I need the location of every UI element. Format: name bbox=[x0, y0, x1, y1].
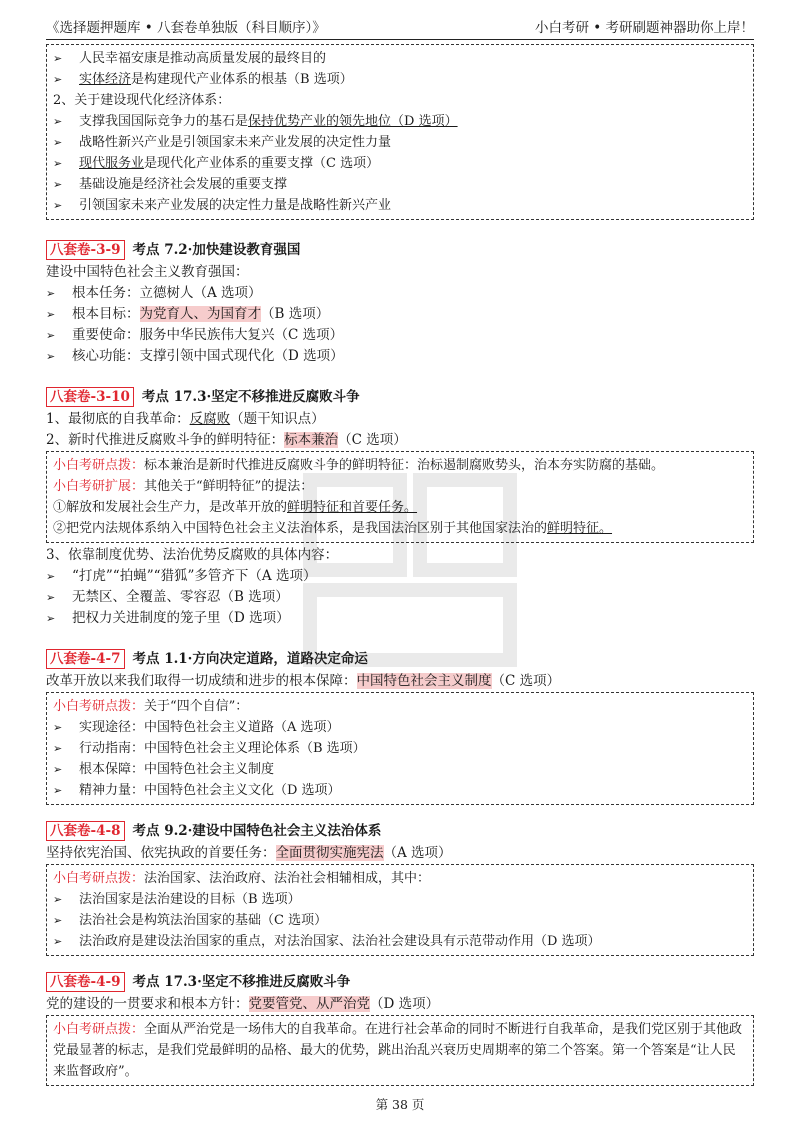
highlight-answer: 标本兼治 bbox=[284, 432, 339, 448]
highlight-answer: 党要管党、从严治党 bbox=[248, 996, 370, 1012]
bullet-icon: ➢ bbox=[53, 178, 63, 191]
list-item: ➢ 行动指南：中国特色社会主义理论体系（B 选项） bbox=[53, 738, 747, 759]
tip-box: 小白考研点拨：关于“四个自信”： ➢ 实现途径：中国特色社会主义道路（A 选项） ➢ 行动指南：中国特色社会主义理论体系（B 选项） ➢ 根本保障：中国特色社会主义制度 ➢ 精神力量：中国特色社会主义文化（D 选项） bbox=[46, 692, 754, 805]
bullet-icon: ➢ bbox=[46, 570, 56, 583]
main-content bbox=[46, 44, 754, 1100]
section-title: 考点 17.3·坚定不移推进反腐败斗争 bbox=[132, 974, 351, 990]
bullet-icon: ➢ bbox=[53, 199, 63, 212]
list-item: ➢ 引领国家未来产业发展的决定性力量是战略性新兴产业 bbox=[53, 195, 747, 216]
list-item: ➢ “打虎”“拍蝇”“猎狐”多管齐下（A 选项） bbox=[46, 566, 754, 587]
section-intro: 改革开放以来我们取得一切成绩和进步的根本保障：中国特色社会主义制度（C 选项） bbox=[46, 673, 561, 689]
bullet-icon: ➢ bbox=[53, 914, 63, 927]
list-item: ➢ 法治社会是构筑法治国家的基础（C 选项） bbox=[53, 910, 747, 931]
tip-box: 小白考研点拨：全面从严治党是一场伟大的自我革命。在进行社会革命的同时不断进行自我革命，是我们党区别于其他政党最显著的标志，是我们党最鲜明的品格、最大的优势，跳出治乱兴衰历史周期率的第二个答案。第一个答案是“让人民来监督政府”。 bbox=[46, 1015, 754, 1086]
bullet-icon: ➢ bbox=[53, 784, 63, 797]
bullet-icon: ➢ bbox=[53, 893, 63, 906]
highlight-answer: 中国特色社会主义制度 bbox=[356, 673, 492, 689]
list-item: ➢ 根本任务：立德树人（A 选项） bbox=[46, 283, 754, 304]
bullet-icon: ➢ bbox=[46, 350, 56, 363]
section-heading bbox=[46, 819, 754, 843]
section-heading bbox=[46, 970, 754, 994]
page-header bbox=[46, 14, 754, 40]
question-tag: 八套卷-4-7 bbox=[46, 649, 125, 669]
list-item: ➢ 实体经济是构建现代产业体系的根基（B 选项） bbox=[53, 69, 747, 90]
bullet-icon: ➢ bbox=[53, 763, 63, 776]
bullet-icon: ➢ bbox=[53, 721, 63, 734]
tip-box: 小白考研点拨：法治国家、法治政府、法治社会相辅相成，其中： ➢ 法治国家是法治建设的目标（B 选项） ➢ 法治社会是构筑法治国家的基础（C 选项） ➢ 法治政府是建设法治国家的重点，对法治国家、法治社会建设具有示范带动作用（D 选项） bbox=[46, 864, 754, 956]
point-line: 2、新时代推进反腐败斗争的鲜明特征：标本兼治（C 选项） bbox=[46, 432, 407, 448]
bullet-icon: ➢ bbox=[46, 591, 56, 604]
bullet-icon: ➢ bbox=[53, 115, 63, 128]
bullet-icon: ➢ bbox=[53, 52, 63, 65]
list-item: ➢ 重要使命：服务中华民族伟大复兴（C 选项） bbox=[46, 325, 754, 346]
list-item: ➢ 根本保障：中国特色社会主义制度 bbox=[53, 759, 747, 780]
section-intro: 坚持依宪治国、依宪执政的首要任务：全面贯彻实施宪法（A 选项） bbox=[46, 845, 452, 861]
question-tag: 八套卷-3-10 bbox=[46, 387, 134, 407]
section-title: 考点 7.2·加快建设教育强国 bbox=[132, 242, 301, 258]
page-number: 第 38 页 bbox=[375, 1097, 425, 1112]
list-heading: 2、关于建设现代化经济体系： bbox=[53, 93, 231, 108]
list-item: ➢ 法治国家是法治建设的目标（B 选项） bbox=[53, 889, 747, 910]
continuation-box bbox=[46, 44, 754, 220]
bullet-icon: ➢ bbox=[53, 935, 63, 948]
question-tag: 八套卷-4-9 bbox=[46, 972, 125, 992]
section-heading bbox=[46, 238, 754, 262]
bullet-icon: ➢ bbox=[46, 308, 56, 321]
header-right: 小白考研 • 考研刷题神器助你上岸！ bbox=[534, 20, 754, 36]
question-tag: 八套卷-4-8 bbox=[46, 821, 125, 841]
bullet-icon: ➢ bbox=[46, 612, 56, 625]
list-item: ➢ 无禁区、全覆盖、零容忍（B 选项） bbox=[46, 587, 754, 608]
tip-label: 小白考研点拨： bbox=[53, 1022, 145, 1037]
highlight-answer: 为党育人、为国育才 bbox=[139, 306, 261, 322]
question-tag: 八套卷-3-9 bbox=[46, 240, 125, 260]
list-item: ➢ 根本目标：为党育人、为国育才（B 选项） bbox=[46, 304, 754, 325]
bullet-icon: ➢ bbox=[53, 742, 63, 755]
bullet-icon: ➢ bbox=[53, 157, 63, 170]
header-left: 《选择题押题库 • 八套卷单独版（科目顺序）》 bbox=[46, 20, 326, 36]
section-title: 考点 9.2·建设中国特色社会主义法治体系 bbox=[132, 823, 382, 839]
list-item: ➢ 实现途径：中国特色社会主义道路（A 选项） bbox=[53, 717, 747, 738]
list-item: ➢ 支撑我国国际竞争力的基石是保持优势产业的领先地位（D 选项） bbox=[53, 111, 747, 132]
section-intro: 建设中国特色社会主义教育强国： bbox=[46, 264, 249, 280]
section-heading bbox=[46, 385, 754, 409]
point-line: 1、最彻底的自我革命：反腐败（题干知识点） bbox=[46, 411, 325, 427]
list-item: ➢ 战略性新兴产业是引领国家未来产业发展的决定性力量 bbox=[53, 132, 747, 153]
bullet-icon: ➢ bbox=[46, 287, 56, 300]
list-item: ➢ 法治政府是建设法治国家的重点，对法治国家、法治社会建设具有示范带动作用（D 选项） bbox=[53, 931, 747, 952]
list-item: ➢ 现代服务业是现代化产业体系的重要支撑（C 选项） bbox=[53, 153, 747, 174]
bullet-icon: ➢ bbox=[46, 329, 56, 342]
bullet-icon: ➢ bbox=[53, 136, 63, 149]
section-heading bbox=[46, 647, 754, 671]
tip-label: 小白考研点拨： bbox=[53, 458, 145, 473]
list-item: ➢ 基础设施是经济社会发展的重要支撑 bbox=[53, 174, 747, 195]
list-item: ➢ 核心功能：支撑引领中国式现代化（D 选项） bbox=[46, 346, 754, 367]
point-line: 3、依靠制度优势、法治优势反腐败的具体内容： bbox=[46, 547, 339, 563]
section-title: 考点 17.3·坚定不移推进反腐败斗争 bbox=[141, 389, 360, 405]
list-item: ➢ 把权力关进制度的笼子里（D 选项） bbox=[46, 608, 754, 629]
tip-label: 小白考研点拨： bbox=[53, 699, 145, 714]
section-title: 考点 1.1·方向决定道路，道路决定命运 bbox=[132, 651, 368, 667]
list-item: ➢ 人民幸福安康是推动高质量发展的最终目的 bbox=[53, 48, 747, 69]
tip-label: 小白考研点拨： bbox=[53, 871, 145, 886]
section-intro: 党的建设的一贯要求和根本方针：党要管党、从严治党（D 选项） bbox=[46, 996, 440, 1012]
extension-label: 小白考研扩展： bbox=[53, 479, 145, 494]
list-item: ➢ 精神力量：中国特色社会主义文化（D 选项） bbox=[53, 780, 747, 801]
highlight-answer: 全面贯彻实施宪法 bbox=[275, 845, 384, 861]
tip-box: 小白考研点拨：标本兼治是新时代推进反腐败斗争的鲜明特征：治标遏制腐败势头，治本夯实防腐的基础。 小白考研扩展：其他关于“鲜明特征”的提法： ①解放和发展社会生产力，是改革开放的鲜明特征和首要任务。 ②把党内法规体系纳入中国特色社会主义法治体系，是我国法治区别于其他国家法治的鲜明特征。 bbox=[46, 451, 754, 543]
bullet-icon: ➢ bbox=[53, 73, 63, 86]
